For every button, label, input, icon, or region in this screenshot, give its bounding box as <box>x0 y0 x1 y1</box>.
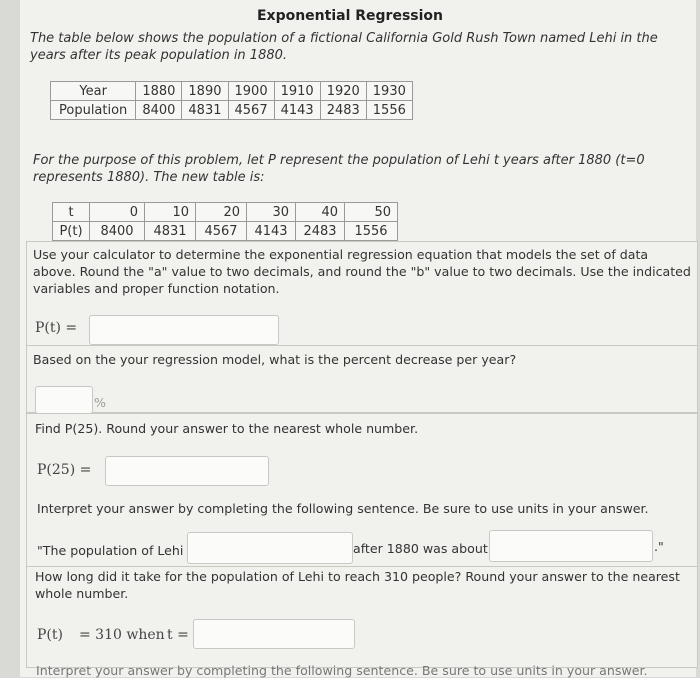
equals-310-label: = 310 when <box>79 627 165 643</box>
table-cell: 40 <box>296 203 345 222</box>
table-header-year: Year <box>51 82 136 101</box>
table-cell: 10 <box>145 203 196 222</box>
pt-label: P(t) = <box>35 320 78 336</box>
p25-answer-input[interactable] <box>105 456 269 486</box>
table-cell: 1910 <box>274 82 320 101</box>
table-cell: 8400 <box>90 222 145 241</box>
page-title: Exponential Regression <box>256 8 444 24</box>
cutoff-interpret-text: Interpret your answer by completing the following sentence. Be sure to use units in your answer. <box>36 663 648 678</box>
question-p25-text: Find P(25). Round your answer to the nearest whole number. <box>35 421 419 436</box>
table-row <box>53 222 398 241</box>
table-cell: 1890 <box>182 82 228 101</box>
sentence-prefix: "The population of Lehi <box>37 543 184 558</box>
table-cell: 1556 <box>345 222 398 241</box>
purpose-text: For the purpose of this problem, let P represent the population of Lehi t years after 1880 (t=0 represents 1880). The new table is: <box>33 153 645 185</box>
table-cell: 0 <box>90 203 145 222</box>
table-cell: 4831 <box>182 101 228 120</box>
pt-label-2: P(t) <box>37 627 63 643</box>
table-cell: 8400 <box>136 101 182 120</box>
question-percent-section <box>26 345 698 413</box>
table-cell: 50 <box>345 203 398 222</box>
table-cell: 2483 <box>320 101 366 120</box>
question-regression-section <box>26 241 698 346</box>
table-cell: 1556 <box>366 101 412 120</box>
table-cell: 4567 <box>228 101 274 120</box>
table-header-pt: P(t) <box>53 222 90 241</box>
question-percent-text: Based on the your regression model, what is the percent decrease per year? <box>33 352 517 367</box>
question-regression-text: Use your calculator to determine the exponential regression equation that models the set of data above. Round the "a" value to two decimals, and round the "b" value to two decimals. Use the indicated variables and proper function notation. <box>33 247 691 296</box>
table-header-population: Population <box>51 101 136 120</box>
interpret-time-input[interactable] <box>187 532 353 564</box>
question-310-text: How long did it take for the population of Lehi to reach 310 people? Round your answer to the nearest whole number. <box>35 569 680 601</box>
table-header-t: t <box>53 203 90 222</box>
table-cell: 4143 <box>274 101 320 120</box>
table-cell: 4143 <box>247 222 296 241</box>
population-table-t <box>52 202 398 241</box>
regression-answer-input[interactable] <box>89 315 279 345</box>
percent-answer-input[interactable] <box>35 386 93 414</box>
question-310-section <box>26 566 698 668</box>
table-cell: 30 <box>247 203 296 222</box>
table-cell: 1900 <box>228 82 274 101</box>
population-table-years <box>50 81 413 120</box>
table-cell: 4831 <box>145 222 196 241</box>
table-cell: 1880 <box>136 82 182 101</box>
intro-text: The table below shows the population of a fictional California Gold Rush Town named Lehi in the years after its peak population in 1880. <box>30 31 658 63</box>
table-cell: 20 <box>196 203 247 222</box>
question-p25-section <box>26 413 698 567</box>
table-row <box>51 101 413 120</box>
table-row <box>53 203 398 222</box>
table-cell: 1920 <box>320 82 366 101</box>
table-cell: 1930 <box>366 82 412 101</box>
sentence-middle: after 1880 was about <box>353 541 488 556</box>
t-equals-label: t = <box>167 627 189 643</box>
interpret-text: Interpret your answer by completing the following sentence. Be sure to use units in your answer. <box>37 501 649 516</box>
table-cell: 2483 <box>296 222 345 241</box>
time-answer-input[interactable] <box>193 619 355 649</box>
table-row <box>51 82 413 101</box>
sentence-suffix: ." <box>654 539 664 554</box>
interpret-population-input[interactable] <box>489 530 653 562</box>
percent-unit: % <box>94 395 106 410</box>
table-cell: 4567 <box>196 222 247 241</box>
p25-label: P(25) = <box>37 462 92 478</box>
